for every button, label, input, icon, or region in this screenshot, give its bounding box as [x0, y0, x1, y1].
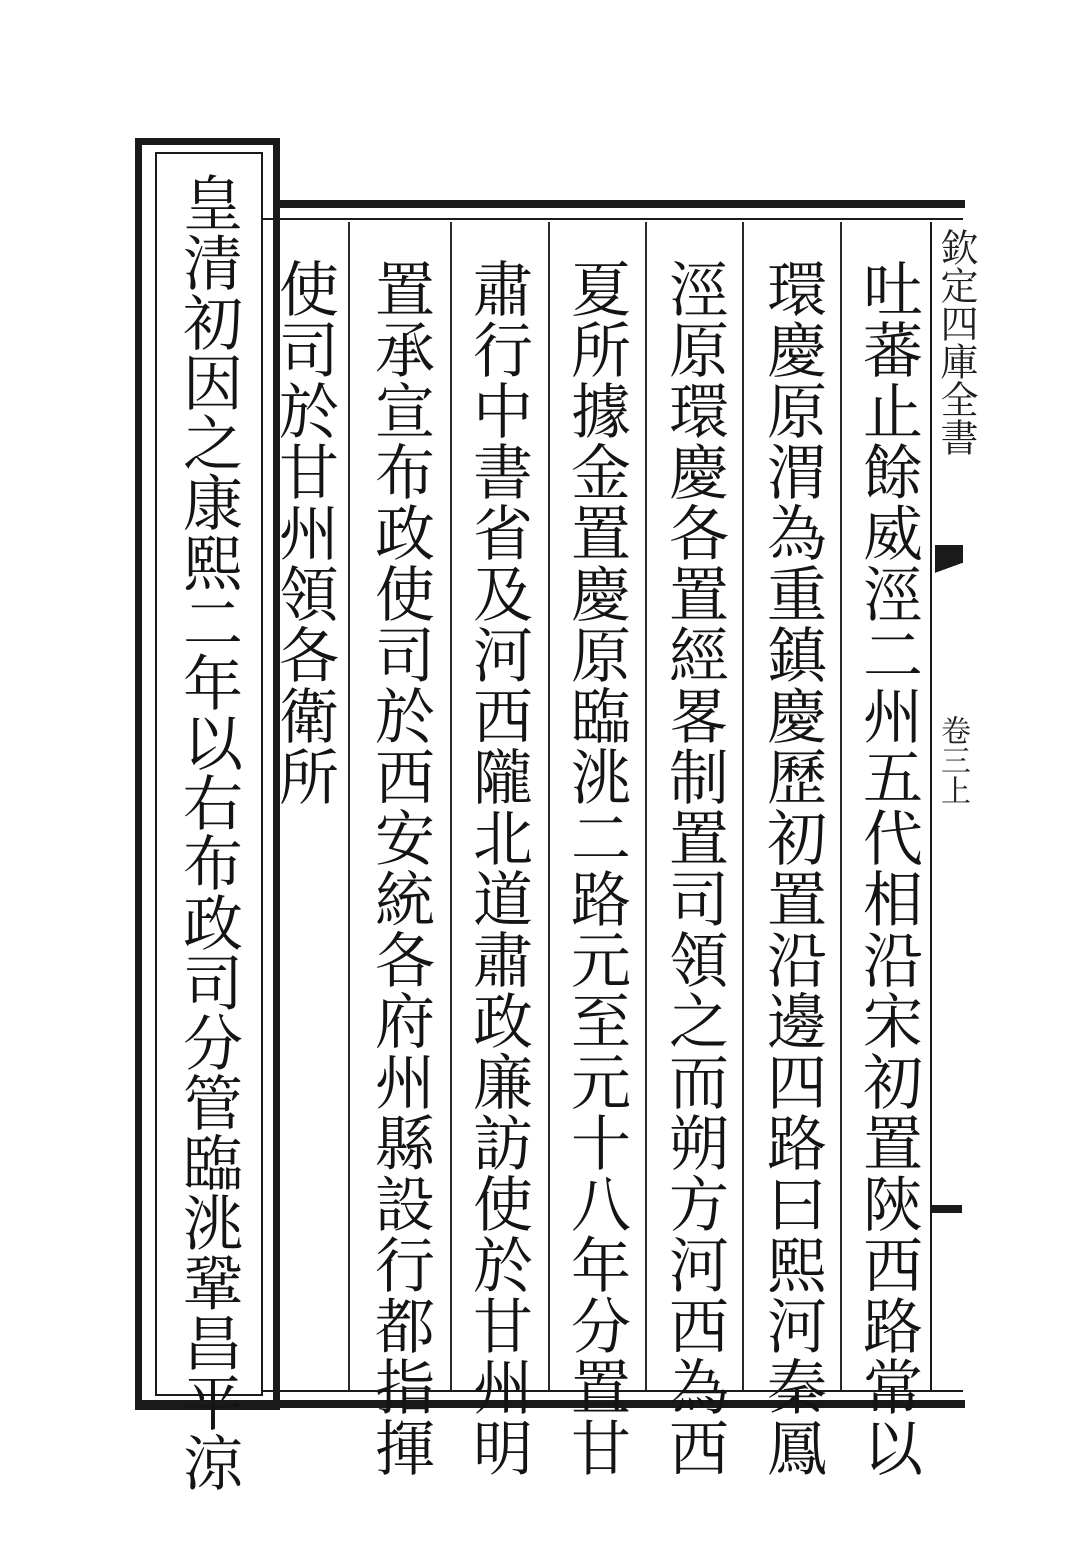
text-column-3: 涇原環慶各置經畧制置司領之而朔方河西為西	[659, 258, 729, 1478]
text-column-5: 肅行中書省及河西隴北道肅政廉訪使於甘州明	[463, 258, 533, 1478]
text-column-4: 夏所據金置慶原臨洮二路元至元十八年分置甘	[561, 258, 631, 1478]
column-divider	[645, 222, 647, 1390]
column-divider	[840, 222, 842, 1390]
top-border-thick	[275, 200, 965, 208]
bottom-border-thick	[135, 1400, 965, 1408]
margin-divider	[930, 222, 932, 1390]
column-divider	[548, 222, 550, 1390]
text-column-7: 使司於甘州領各衛所	[269, 258, 339, 807]
text-column-6: 置承宣布政使司於西安統各府州縣設行都指揮	[365, 258, 435, 1478]
fish-tail-mark	[935, 545, 963, 597]
margin-edge-mark	[932, 1205, 962, 1213]
book-title-margin: 欽定四庫全書	[934, 228, 978, 456]
elevated-banner-column: 皇清初因之康熙二年以右布政司分管臨洮鞏昌平涼	[173, 172, 243, 1492]
top-border-thin	[263, 218, 963, 220]
column-divider	[348, 222, 350, 1390]
volume-label: 卷三上	[935, 715, 970, 805]
column-divider	[450, 222, 452, 1390]
text-column-1: 吐蕃止餘威涇二州五代相沿宋初置陝西路常以	[853, 258, 923, 1478]
text-column-2: 環慶原渭為重鎮慶歷初置沿邊四路曰熙河秦鳳	[757, 258, 827, 1478]
column-divider	[742, 222, 744, 1390]
